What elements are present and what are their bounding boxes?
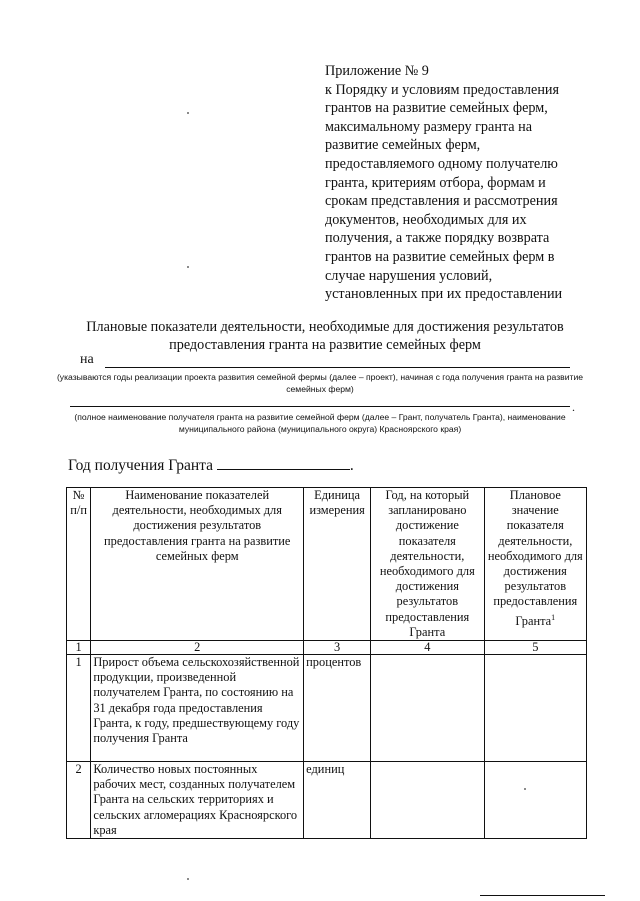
scan-speck (187, 266, 189, 268)
na-label: на (80, 352, 94, 367)
heading-line-1: Плановые показатели деятельности, необходимые для достижения результатов (86, 319, 564, 335)
recipient-line-dot: . (572, 400, 575, 414)
row-unit: процентов (304, 655, 371, 762)
row-target-year[interactable] (371, 762, 485, 839)
appendix-line: случае нарушения условий, (325, 267, 493, 284)
row-number: 1 (67, 655, 91, 762)
recipient-fill-line (70, 406, 570, 407)
row-indicator-name: Прирост объема сельскохозяйственной продукции, произведенной получателем Гранта, по состоянию на 31 декабря года предоставления Гранта, к году, предшествующему году получения Гранта (91, 655, 304, 762)
column-number-row (67, 641, 587, 655)
row-number: 2 (67, 762, 91, 839)
indicators-table (66, 487, 587, 839)
header-unit: Единица измерения (304, 488, 371, 641)
scan-speck (524, 788, 526, 790)
appendix-line: документов, необходимых для их (325, 211, 527, 228)
heading-line-2: предоставления гранта на развитие семейных ферм (169, 337, 481, 353)
recipient-note: (полное наименование получателя гранта на развитие семейной ферм (далее – Грант, получатель Гранта), наименование муниципального района (муниципального округа) Красноярского края) (74, 412, 566, 434)
header-planned-value-text: Плановое значение показателя деятельности, необходимого для достижения результатов предоставления Гранта (487, 488, 583, 628)
row-target-year[interactable] (371, 655, 485, 762)
row-indicator-name: Количество новых постоянных рабочих мест, созданных получателем Гранта на сельских территориях и сельских агломерациях Красноярского края (91, 762, 304, 839)
column-number: 1 (67, 641, 91, 655)
footnote-mark: 1 (551, 612, 556, 622)
grant-year-suffix: . (349, 457, 354, 474)
years-note: (указываются годы реализации проекта развития семейной фермы (далее – проект), начиная с года получения гранта на развитие семейных ферм) (56, 372, 584, 394)
header-indicator-name: Наименование показателей деятельности, необходимых для достижения результатов предоставления гранта на развитие семейных ферм (91, 488, 304, 641)
appendix-line: грантов на развитие семейных ферм в (325, 248, 555, 265)
appendix-line: развитие семейных ферм, (325, 137, 481, 154)
appendix-line: получения, а также порядку возврата (325, 230, 550, 247)
table-header-row (67, 488, 587, 641)
grant-year-fill-line (217, 455, 350, 470)
appendix-line: установленных при их предоставлении (325, 286, 563, 303)
appendix-line: гранта, критериям отбора, формам и (325, 174, 546, 191)
row-planned-value[interactable] (484, 655, 586, 762)
appendix-line: предоставляемого одному получателю (325, 155, 558, 172)
grant-year-label: Год получения Гранта (68, 457, 214, 474)
column-number: 4 (371, 641, 485, 655)
header-planned-value (484, 488, 586, 641)
header-number: № п/п (67, 488, 91, 641)
appendix-line: Приложение № 9 (325, 63, 429, 79)
header-target-year: Год, на который запланировано достижение показателя деятельности, необходимого для достижения результатов предоставления Гранта (371, 488, 485, 641)
row-planned-value[interactable] (484, 762, 586, 839)
footnote-separator-line (480, 895, 605, 896)
appendix-line: к Порядку и условиям предоставления (325, 81, 560, 98)
years-fill-line (105, 367, 570, 368)
column-number: 5 (484, 641, 586, 655)
scan-speck (187, 112, 189, 114)
scan-speck (187, 878, 189, 880)
appendix-block (325, 62, 625, 304)
document-heading (40, 318, 610, 354)
table-row (67, 762, 587, 839)
row-unit: единиц (304, 762, 371, 839)
table-row (67, 655, 587, 762)
column-number: 3 (304, 641, 371, 655)
appendix-line: срокам представления и рассмотрения (325, 193, 558, 210)
column-number: 2 (91, 641, 304, 655)
appendix-line: грантов на развитие семейных ферм, (325, 100, 548, 117)
grant-year-row (68, 455, 354, 475)
appendix-line: максимальному размеру гранта на (325, 118, 533, 135)
